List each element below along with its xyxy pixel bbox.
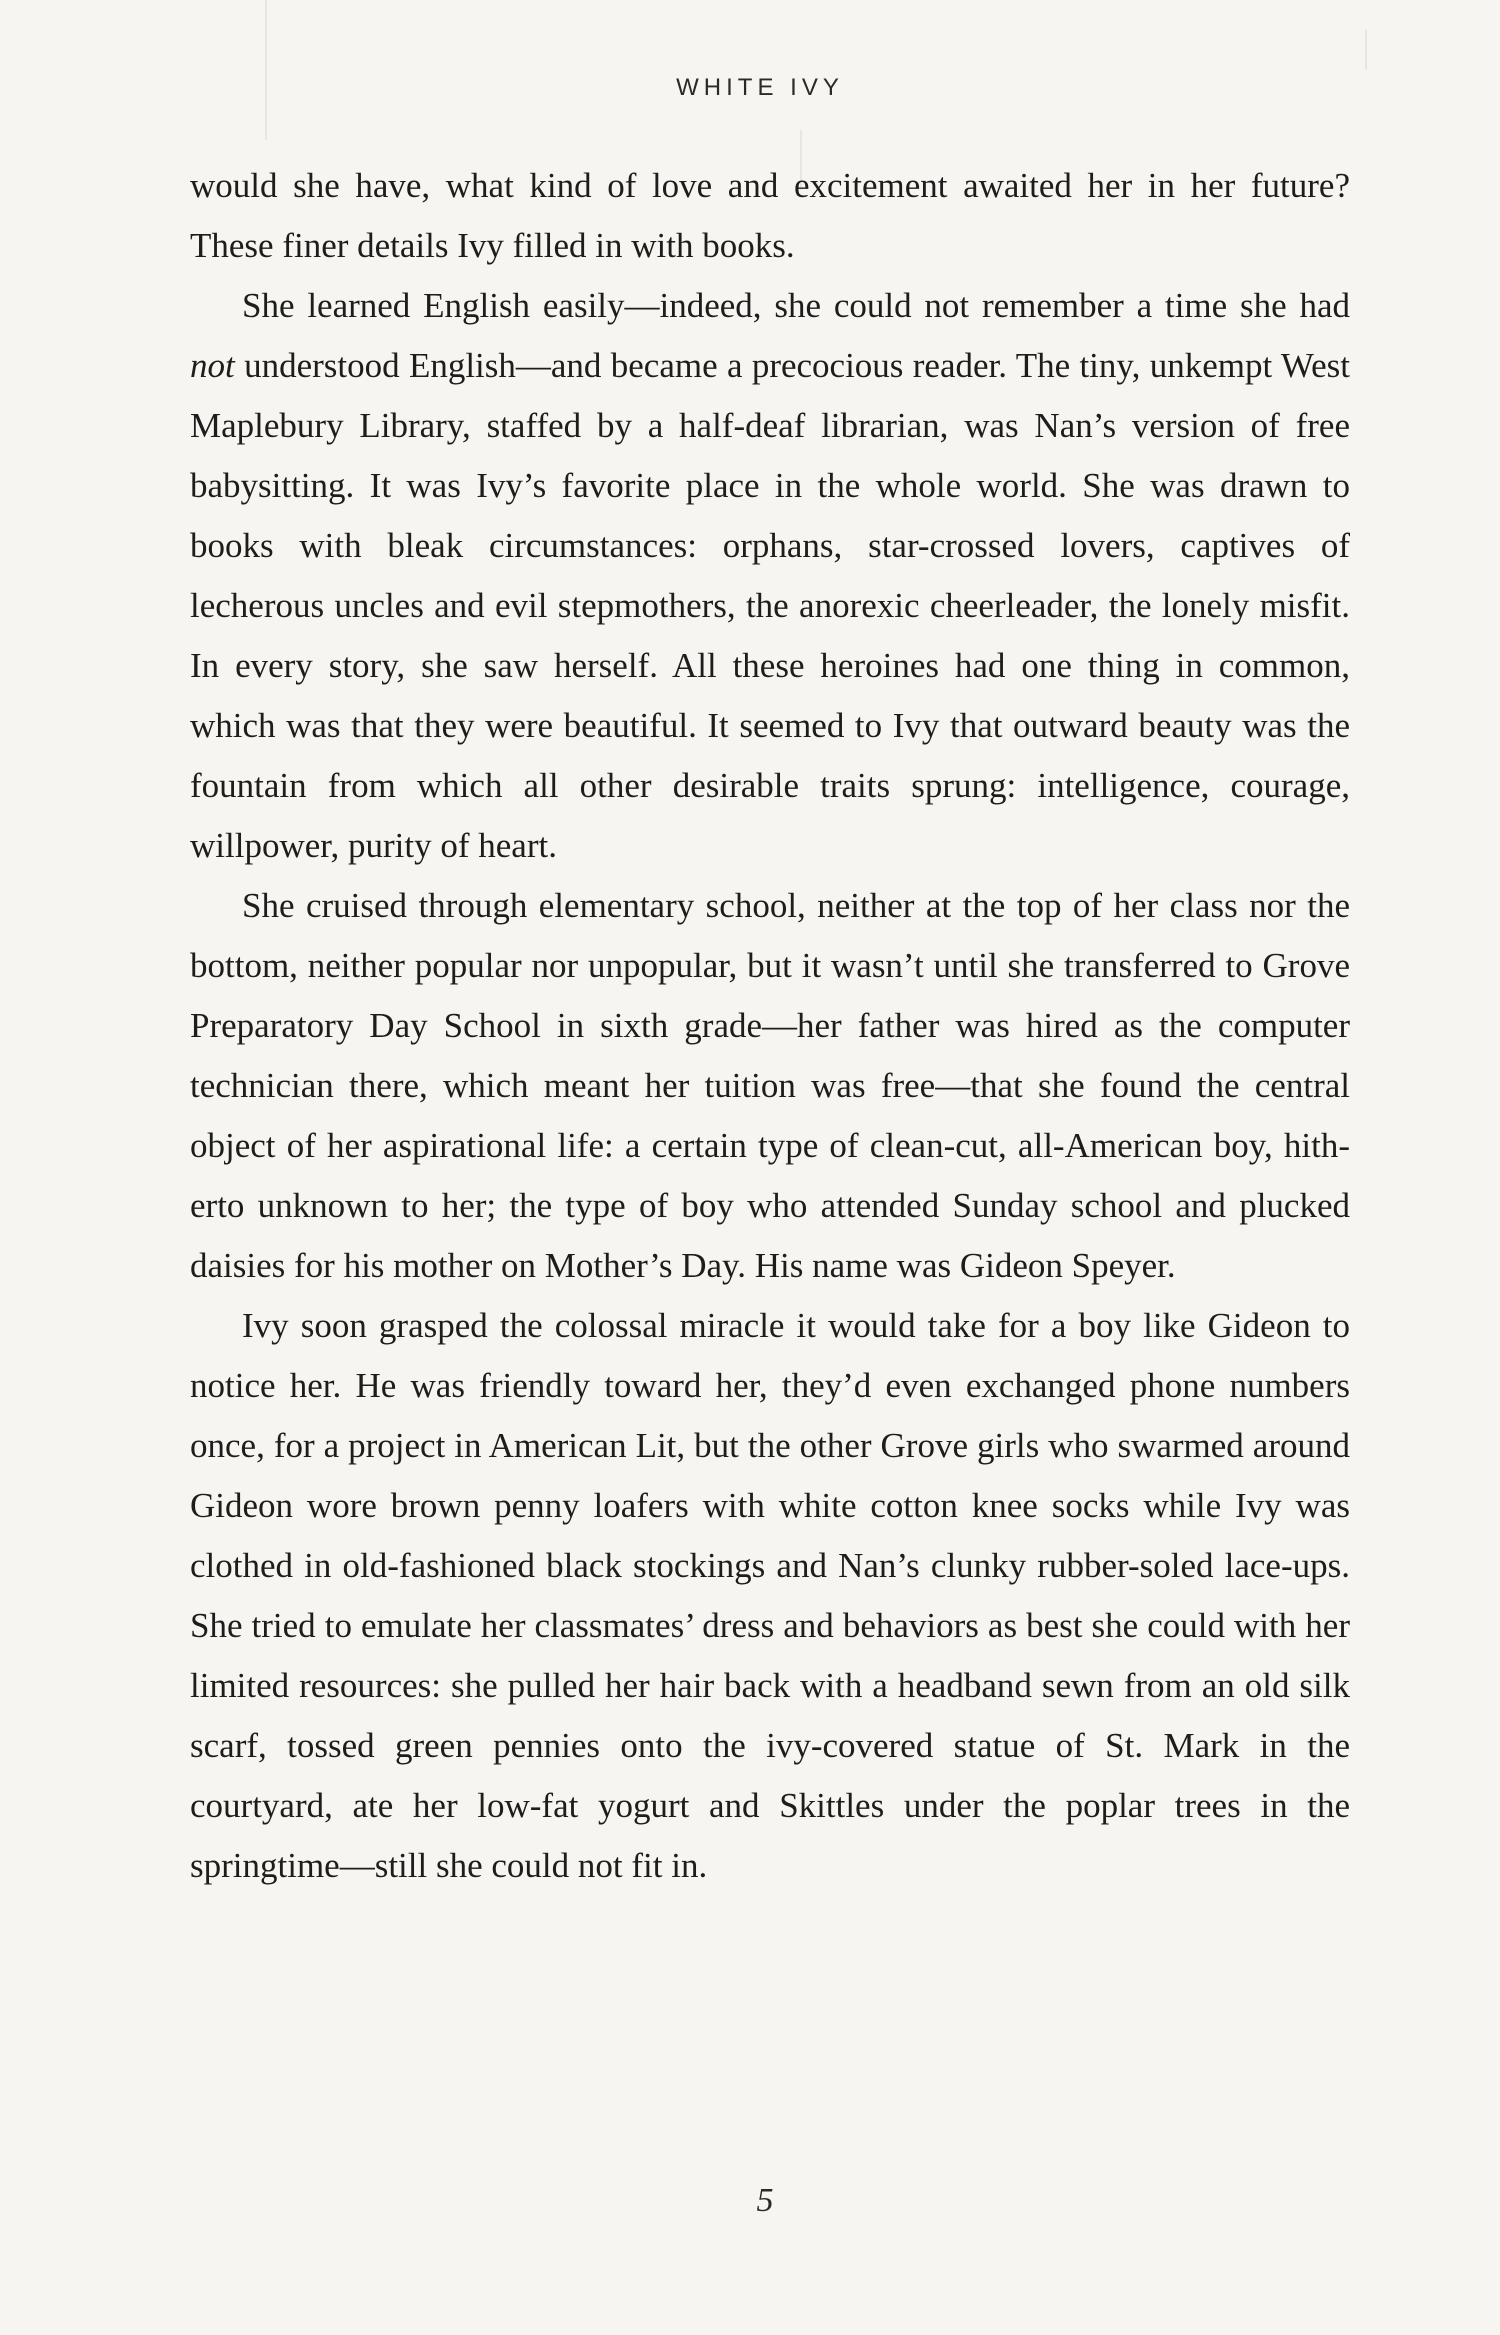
paragraph-4: Ivy soon grasped the colossal miracle it would take for a boy like Gideon to notice her. He was friendly toward her, they’d even exchanged phone numbers once, for a project in American Lit, but the other Grove girls who swarmed around Gideon wore brown penny loafers with white cotton knee socks while Ivy was clothed in old-fashioned black stockings and Nan’s clunky rubber-soled lace-ups. She tried to emulate her classmates’ dress and behaviors as best she could with her limited resources: she pulled her hair back with a headband sewn from an old silk scarf, tossed green pennies onto the ivy-covered statue of St. Mark in the courtyard, ate her low-fat yogurt and Skittles under the poplar trees in the springtime—still she could not fit in. bbox=[190, 1306, 1350, 1885]
running-head: WHITE IVY bbox=[676, 74, 844, 101]
paragraph-2-part-b: understood English—and became a precocious reader. The tiny, unkempt West Maplebury Library, staffed by a half-deaf librarian, was Nan’s version of free babysitting. It was Ivy’s favorite place in the whole world. She was drawn to books with bleak circumstances: orphans, star-crossed lovers, captives of lecherous uncles and evil stepmothers, the anorexic cheerleader, the lonely misfit. In every story, she saw herself. All these heroines had one thing in common, which was that they were beautiful. It seemed to Ivy that outward beauty was the fountain from which all other desirable traits sprung: intelligence, courage, willpower, purity of heart. bbox=[190, 346, 1350, 865]
paragraph-1: would she have, what kind of love and excitement awaited her in her future? These finer details Ivy filled in with books. bbox=[190, 166, 1350, 265]
emphasis-word: not bbox=[190, 346, 235, 385]
paragraph-3: She cruised through elementary school, neither at the top of her class nor the bottom, neither popular nor unpopular, but it wasn’t until she transferred to Grove Preparatory Day School in sixth grade—her father was hired as the computer technician there, which meant her tuition was free—that she found the central object of her aspirational life: a certain type of clean-cut, all-American boy, hitherto unknown to her; the type of boy who attended Sunday school and plucked daisies for his mother on Mother’s Day. His name was Gideon Speyer. bbox=[190, 886, 1350, 1285]
scan-artifact-line bbox=[1365, 30, 1367, 70]
body-text bbox=[190, 156, 1350, 1896]
scan-artifact-line bbox=[265, 0, 267, 140]
paragraph-2 bbox=[190, 276, 1350, 876]
paragraph-2-part-a: She learned English easily—indeed, she could not remember a time she had bbox=[242, 286, 1350, 325]
page-number: 5 bbox=[756, 2182, 774, 2219]
